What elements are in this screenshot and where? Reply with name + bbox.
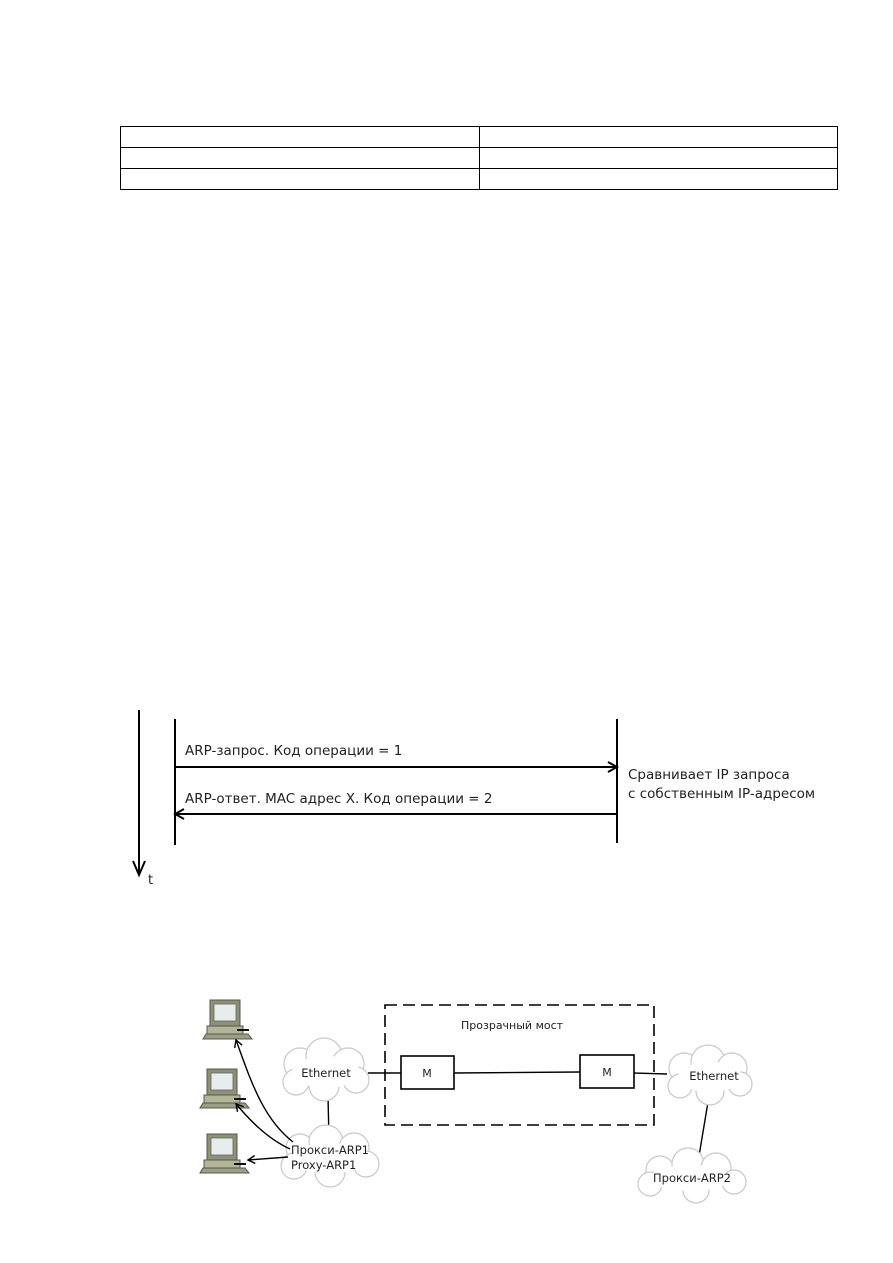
proxy-to-computer2-arrow: [236, 1104, 290, 1149]
transparent-bridge-label: Прозрачный мост: [461, 1019, 564, 1032]
proxy-arp-network-diagram: [200, 1000, 752, 1203]
bridge-module-right-label: M: [602, 1066, 612, 1079]
desktop-computer-icon: [200, 1134, 249, 1173]
ethernet-left-label: Ethernet: [301, 1066, 351, 1080]
time-axis-label: t: [148, 873, 154, 888]
compare-note-line2: с собственным IP-адресом: [628, 786, 816, 802]
compare-note-line1: Сравнивает IP запроса: [628, 767, 790, 783]
ethernet-right-label: Ethernet: [689, 1069, 739, 1083]
module-to-eth-right-link: [634, 1073, 667, 1074]
arp-reply-label: ARP-ответ. MAC адрес X. Код операции = 2: [185, 791, 493, 807]
desktop-computer-icon: [203, 1000, 252, 1039]
arp-sequence-diagram: [133, 710, 815, 888]
proxy-arp2-label: Прокси-ARP2: [653, 1171, 731, 1185]
arp-request-label: ARP-запрос. Код операции = 1: [185, 743, 403, 759]
bridge-module-left-label: M: [422, 1067, 432, 1080]
proxy-arp1-label-line2: Proxy-ARP1: [291, 1158, 357, 1172]
desktop-computer-icon: [200, 1069, 249, 1108]
proxy-to-computer1-arrow: [236, 1040, 293, 1142]
proxy-arp1-label-line1: Прокси-ARP1: [291, 1143, 369, 1157]
proxy-to-computer3-arrow: [248, 1157, 288, 1160]
module-to-module-link: [454, 1072, 580, 1073]
